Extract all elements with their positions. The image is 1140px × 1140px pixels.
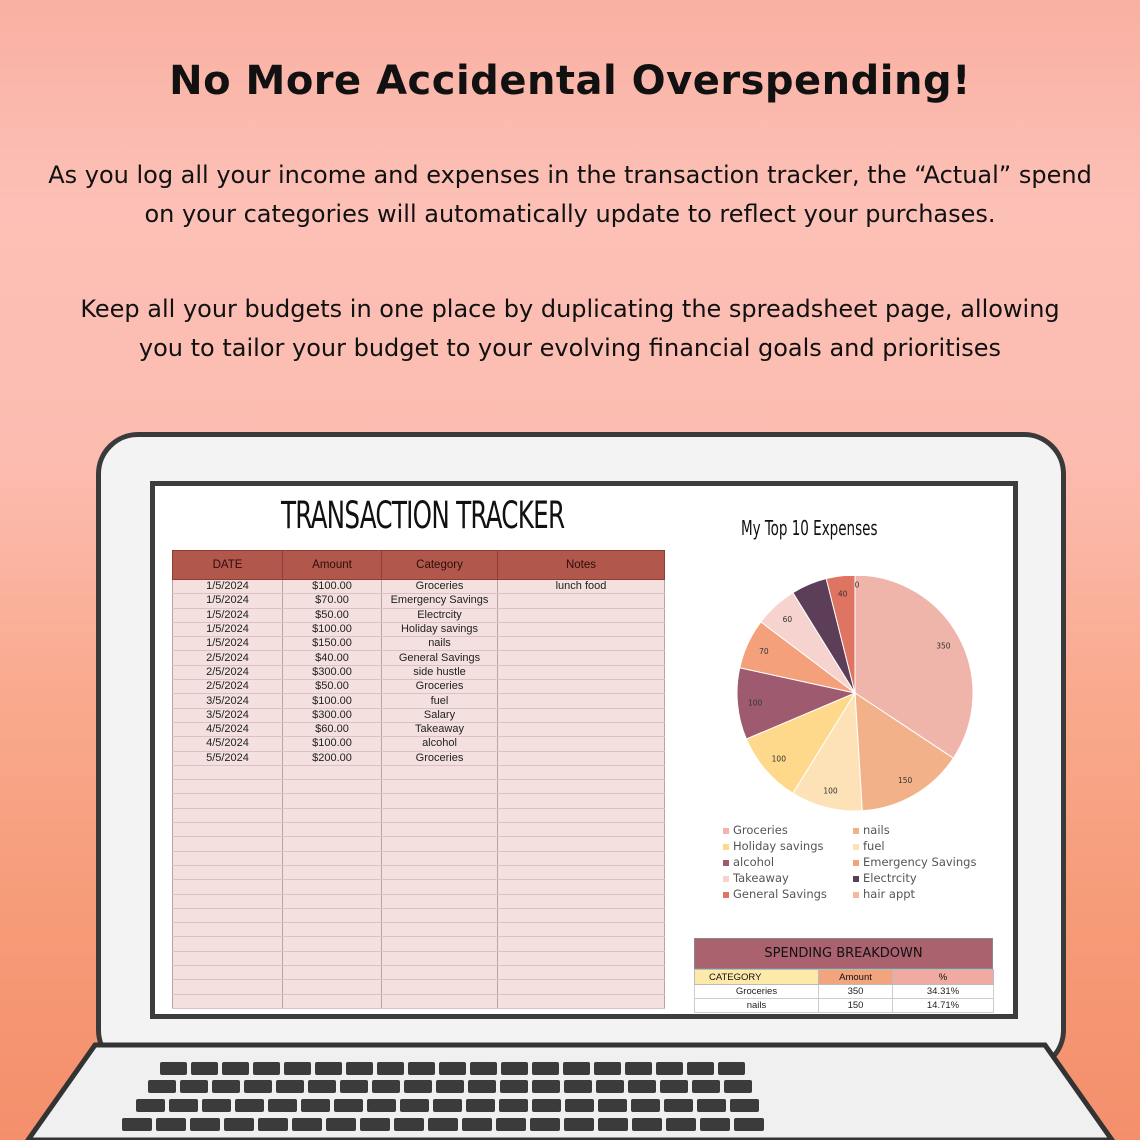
table-row [173,894,665,908]
table-cell[interactable]: $60.00 [283,722,382,736]
table-cell[interactable] [498,951,665,965]
legend-label: Groceries [733,823,788,837]
table-cell[interactable] [283,923,382,937]
legend-label: Emergency Savings [863,855,977,869]
keyboard-key [360,1118,390,1131]
spending-breakdown [694,938,993,1013]
keyboard-key [235,1099,264,1112]
table-cell[interactable] [173,837,283,851]
table-cell[interactable]: fuel [382,694,498,708]
keyboard-key [598,1118,628,1131]
keyboard-key [191,1062,218,1075]
legend-label: fuel [863,839,885,853]
tracker-title: TRANSACTION TRACKER [281,494,565,537]
keyboard-key [666,1118,696,1131]
table-cell[interactable]: $50.00 [283,608,382,622]
keyboard-key [377,1062,404,1075]
data-label: 100 [747,698,763,708]
table-row [173,994,665,1008]
table-cell[interactable]: lunch food [498,580,665,594]
budget-line-1: Keep all your budgets in one place by duplicating the spreadsheet page, allowing [80,295,1060,323]
table-row [173,680,665,694]
intro-line-1: As you log all your income and expenses in the transaction tracker, the “Actual” spend [48,161,1092,189]
breakdown-header-percent: % [893,970,994,985]
breakdown-body [695,985,994,1013]
table-header-row [173,551,665,580]
table-cell[interactable] [283,765,382,779]
table-cell[interactable] [382,908,498,922]
keyboard-key [160,1062,187,1075]
table-cell[interactable] [173,851,283,865]
table-row [173,665,665,679]
table-cell[interactable] [382,808,498,822]
keyboard-key [564,1080,592,1093]
keyboard-key [276,1080,304,1093]
table-cell[interactable] [283,780,382,794]
keyboard-key [697,1099,726,1112]
keyboard-key [563,1062,590,1075]
table-cell[interactable]: $150.00 [283,637,382,651]
keyboard-key [224,1118,254,1131]
table-row [173,865,665,879]
breakdown-row [695,985,994,999]
table-cell[interactable]: $100.00 [283,580,382,594]
breakdown-cell[interactable]: 34.31% [893,985,994,999]
table-row [173,966,665,980]
breakdown-cell[interactable]: nails [695,999,819,1013]
breakdown-cell[interactable]: 350 [819,985,893,999]
keyboard-key [500,1080,528,1093]
table-cell[interactable] [283,994,382,1008]
keyboard-key [202,1099,231,1112]
table-cell[interactable] [498,737,665,751]
chart-title: My Top 10 Expenses [741,516,878,540]
intro-line-2: on your categories will automatically update to reflect your purchases. [144,200,996,228]
keyboard-key [724,1080,752,1093]
breakdown-table [694,969,994,1013]
table-cell[interactable]: 5/5/2024 [173,751,283,765]
keyboard-key [315,1062,342,1075]
table-cell[interactable] [283,808,382,822]
data-label: 150 [897,775,913,785]
table-cell[interactable]: Takeaway [382,722,498,736]
legend-swatch [853,876,859,882]
legend-label: nails [863,823,890,837]
table-row [173,737,665,751]
table-row [173,851,665,865]
legend-label: hair appt [863,887,916,901]
legend-label: Holiday savings [733,839,824,853]
legend-swatch [853,844,859,850]
table-cell[interactable] [382,880,498,894]
keyboard-key [564,1118,594,1131]
breakdown-cell[interactable]: 14.71% [893,999,994,1013]
keyboard-key [436,1080,464,1093]
table-cell[interactable] [498,923,665,937]
table-cell[interactable] [382,765,498,779]
table-row [173,908,665,922]
table-row [173,923,665,937]
table-cell[interactable] [173,994,283,1008]
table-cell[interactable]: $100.00 [283,694,382,708]
legend-item[interactable] [853,887,915,901]
table-cell[interactable] [382,966,498,980]
keyboard-key [408,1062,435,1075]
expenses-pie-chart [725,576,985,816]
table-cell[interactable] [173,780,283,794]
data-label: 40 [837,589,848,599]
table-cell[interactable] [173,794,283,808]
table-cell[interactable] [382,980,498,994]
table-cell[interactable]: 2/5/2024 [173,680,283,694]
table-cell[interactable]: Holiday savings [382,622,498,636]
keyboard-key [625,1062,652,1075]
table-cell[interactable]: Salary [382,708,498,722]
legend-swatch [723,892,729,898]
table-cell[interactable] [382,780,498,794]
keyboard-key [530,1118,560,1131]
table-cell[interactable] [173,966,283,980]
keyboard-key [660,1080,688,1093]
table-cell[interactable] [382,837,498,851]
keyboard-key [268,1099,297,1112]
keyboard-key [462,1118,492,1131]
table-cell[interactable]: alcohol [382,737,498,751]
table-cell[interactable]: $70.00 [283,594,382,608]
keyboard-key [468,1080,496,1093]
legend-label: General Savings [733,887,827,901]
keyboard-key [292,1118,322,1131]
table-cell[interactable] [498,980,665,994]
table-cell[interactable]: $200.00 [283,751,382,765]
table-cell[interactable] [283,794,382,808]
table-cell[interactable] [173,980,283,994]
table-row [173,837,665,851]
table-cell[interactable] [498,765,665,779]
data-label: 350 [936,641,951,651]
table-cell[interactable] [498,837,665,851]
table-cell[interactable] [498,851,665,865]
table-row [173,937,665,951]
keyboard-key [136,1099,165,1112]
legend-swatch [723,876,729,882]
keyboard-key [692,1080,720,1093]
table-cell[interactable]: 3/5/2024 [173,708,283,722]
table-row [173,765,665,779]
keyboard-key [433,1099,462,1112]
table-cell[interactable] [498,594,665,608]
keyboard-key [532,1099,561,1112]
keyboard-key [253,1062,280,1075]
table-cell[interactable]: 1/5/2024 [173,580,283,594]
legend-swatch [723,828,729,834]
table-cell[interactable]: 1/5/2024 [173,622,283,636]
keyboard-key [122,1118,152,1131]
legend-item[interactable] [853,855,976,869]
table-cell[interactable]: 3/5/2024 [173,694,283,708]
budget-paragraph [0,290,1140,368]
table-cell[interactable]: Groceries [382,751,498,765]
laptop-keyboard-base [0,1025,1140,1140]
table-cell[interactable] [283,837,382,851]
keyboard-key [148,1080,176,1093]
keyboard-key [596,1080,624,1093]
legend-label: Takeaway [733,871,789,885]
table-cell[interactable]: $40.00 [283,651,382,665]
table-cell[interactable] [283,865,382,879]
data-label: 60 [782,614,793,624]
headline: No More Accidental Overspending! [169,58,971,104]
table-row [173,823,665,837]
table-cell[interactable] [498,722,665,736]
keyboard-key [700,1118,730,1131]
keyboard-key [664,1099,693,1112]
keyboard-key [496,1118,526,1131]
breakdown-row [695,999,994,1013]
table-cell[interactable] [382,851,498,865]
table-row [173,808,665,822]
table-cell[interactable]: 4/5/2024 [173,722,283,736]
table-cell[interactable] [382,994,498,1008]
data-label: 100 [771,754,786,764]
keyboard-key [190,1118,220,1131]
column-header[interactable]: Notes [498,551,665,580]
keyboard-key [687,1062,714,1075]
legend-item[interactable] [853,823,890,837]
table-cell[interactable] [173,951,283,965]
table-cell[interactable] [498,994,665,1008]
table-cell[interactable] [173,880,283,894]
legend-item[interactable] [723,887,827,901]
keyboard-key [244,1080,272,1093]
breakdown-header-category: CATEGORY [695,970,819,985]
keyboard-key [400,1099,429,1112]
keyboard-key [212,1080,240,1093]
keyboard-key [346,1062,373,1075]
table-cell[interactable] [283,851,382,865]
laptop-screen [150,481,1018,1019]
table-cell[interactable]: Emergency Savings [382,594,498,608]
table-cell[interactable] [173,923,283,937]
table-body [173,580,665,1009]
keyboard-key [284,1062,311,1075]
table-cell[interactable]: Electrcity [382,608,498,622]
table-cell[interactable] [498,751,665,765]
keyboard-key [565,1099,594,1112]
table-cell[interactable] [382,865,498,879]
keyboard-key [470,1062,497,1075]
keyboard-key [394,1118,424,1131]
table-cell[interactable]: 2/5/2024 [173,651,283,665]
keyboard-key [734,1118,764,1131]
keyboard-key [367,1099,396,1112]
table-cell[interactable] [498,608,665,622]
table-row [173,722,665,736]
table-cell[interactable]: 4/5/2024 [173,737,283,751]
legend-item[interactable] [723,839,824,853]
table-cell[interactable]: $100.00 [283,622,382,636]
table-cell[interactable] [382,937,498,951]
table-cell[interactable] [382,923,498,937]
table-cell[interactable] [498,780,665,794]
legend-item[interactable] [723,855,774,869]
column-header[interactable]: Category [382,551,498,580]
table-cell[interactable] [498,622,665,636]
keyboard-key [532,1080,560,1093]
table-row [173,751,665,765]
table-cell[interactable] [382,894,498,908]
transaction-table [172,550,665,1009]
table-cell[interactable]: $50.00 [283,680,382,694]
table-cell[interactable] [283,823,382,837]
keyboard-key [222,1062,249,1075]
table-cell[interactable] [498,694,665,708]
keyboard-key [466,1099,495,1112]
table-cell[interactable] [498,865,665,879]
budget-line-2: you to tailor your budget to your evolving financial goals and prioritises [138,334,1002,362]
table-cell[interactable] [173,765,283,779]
table-row [173,608,665,622]
legend-label: Electrcity [863,871,917,885]
table-cell[interactable]: 2/5/2024 [173,665,283,679]
keyboard-key [308,1080,336,1093]
table-cell[interactable] [498,651,665,665]
keyboard-key [632,1118,662,1131]
table-cell[interactable]: General Savings [382,651,498,665]
table-cell[interactable]: 1/5/2024 [173,608,283,622]
keyboard-key [340,1080,368,1093]
table-cell[interactable] [382,823,498,837]
column-header[interactable]: DATE [173,551,283,580]
table-cell[interactable] [498,908,665,922]
table-cell[interactable] [283,937,382,951]
table-cell[interactable] [283,966,382,980]
legend-swatch [723,844,729,850]
table-cell[interactable] [173,937,283,951]
table-row [173,780,665,794]
keyboard-key [428,1118,458,1131]
table-cell[interactable] [498,880,665,894]
table-cell[interactable] [283,908,382,922]
keyboard-key [598,1099,627,1112]
table-row [173,980,665,994]
table-row [173,622,665,636]
table-cell[interactable] [498,794,665,808]
table-cell[interactable] [283,880,382,894]
table-cell[interactable] [498,708,665,722]
legend-item[interactable] [723,823,788,837]
keyboard-key [628,1080,656,1093]
table-cell[interactable] [498,966,665,980]
table-cell[interactable] [498,665,665,679]
table-row [173,880,665,894]
legend-swatch [853,860,859,866]
column-header[interactable]: Amount [283,551,382,580]
table-row [173,651,665,665]
table-cell[interactable] [382,951,498,965]
table-cell[interactable] [173,865,283,879]
keyboard-key [439,1062,466,1075]
table-row [173,708,665,722]
legend-swatch [723,860,729,866]
table-cell[interactable] [382,794,498,808]
table-cell[interactable] [498,823,665,837]
keyboard-key [326,1118,356,1131]
table-cell[interactable]: Groceries [382,680,498,694]
keyboard-key [501,1062,528,1075]
table-cell[interactable] [173,808,283,822]
table-row [173,594,665,608]
table-cell[interactable] [283,951,382,965]
keyboard-key [656,1062,683,1075]
table-cell[interactable] [498,637,665,651]
table-cell[interactable] [173,894,283,908]
table-cell[interactable]: nails [382,637,498,651]
table-row [173,951,665,965]
table-cell[interactable]: $300.00 [283,665,382,679]
keyboard-key [156,1118,186,1131]
legend-swatch [853,892,859,898]
legend-item[interactable] [723,871,789,885]
table-cell[interactable] [498,894,665,908]
legend-item[interactable] [853,839,885,853]
table-cell[interactable] [173,823,283,837]
table-row [173,637,665,651]
table-cell[interactable]: Groceries [382,580,498,594]
keyboard-key [258,1118,288,1131]
keyboard-key [180,1080,208,1093]
keyboard-key [499,1099,528,1112]
keyboard-key [718,1062,745,1075]
keyboard-key [404,1080,432,1093]
table-cell[interactable] [498,937,665,951]
table-cell[interactable]: side hustle [382,665,498,679]
data-label: 0 [854,580,860,590]
table-cell[interactable] [283,894,382,908]
legend-item[interactable] [853,871,917,885]
table-row [173,794,665,808]
keyboard-key [594,1062,621,1075]
breakdown-header-amount: Amount [819,970,893,985]
keyboard-key [334,1099,363,1112]
table-cell[interactable]: 1/5/2024 [173,637,283,651]
breakdown-cell[interactable]: Groceries [695,985,819,999]
legend-swatch [853,828,859,834]
data-label: 70 [759,647,769,657]
table-cell[interactable] [498,680,665,694]
table-cell[interactable]: $100.00 [283,737,382,751]
legend-label: alcohol [733,855,775,869]
keyboard-key [372,1080,400,1093]
table-cell[interactable]: $300.00 [283,708,382,722]
breakdown-cell[interactable]: 150 [819,999,893,1013]
keyboard-key [532,1062,559,1075]
keyboard-key [169,1099,198,1112]
keyboard-key [301,1099,330,1112]
data-label: 100 [823,786,838,796]
keyboard-key [631,1099,660,1112]
intro-paragraph [0,156,1140,234]
table-cell[interactable] [283,980,382,994]
table-cell[interactable] [173,908,283,922]
breakdown-title: SPENDING BREAKDOWN [694,938,993,969]
table-cell[interactable]: 1/5/2024 [173,594,283,608]
table-cell[interactable] [498,808,665,822]
table-row [173,694,665,708]
keyboard-key [730,1099,759,1112]
table-row [173,580,665,594]
